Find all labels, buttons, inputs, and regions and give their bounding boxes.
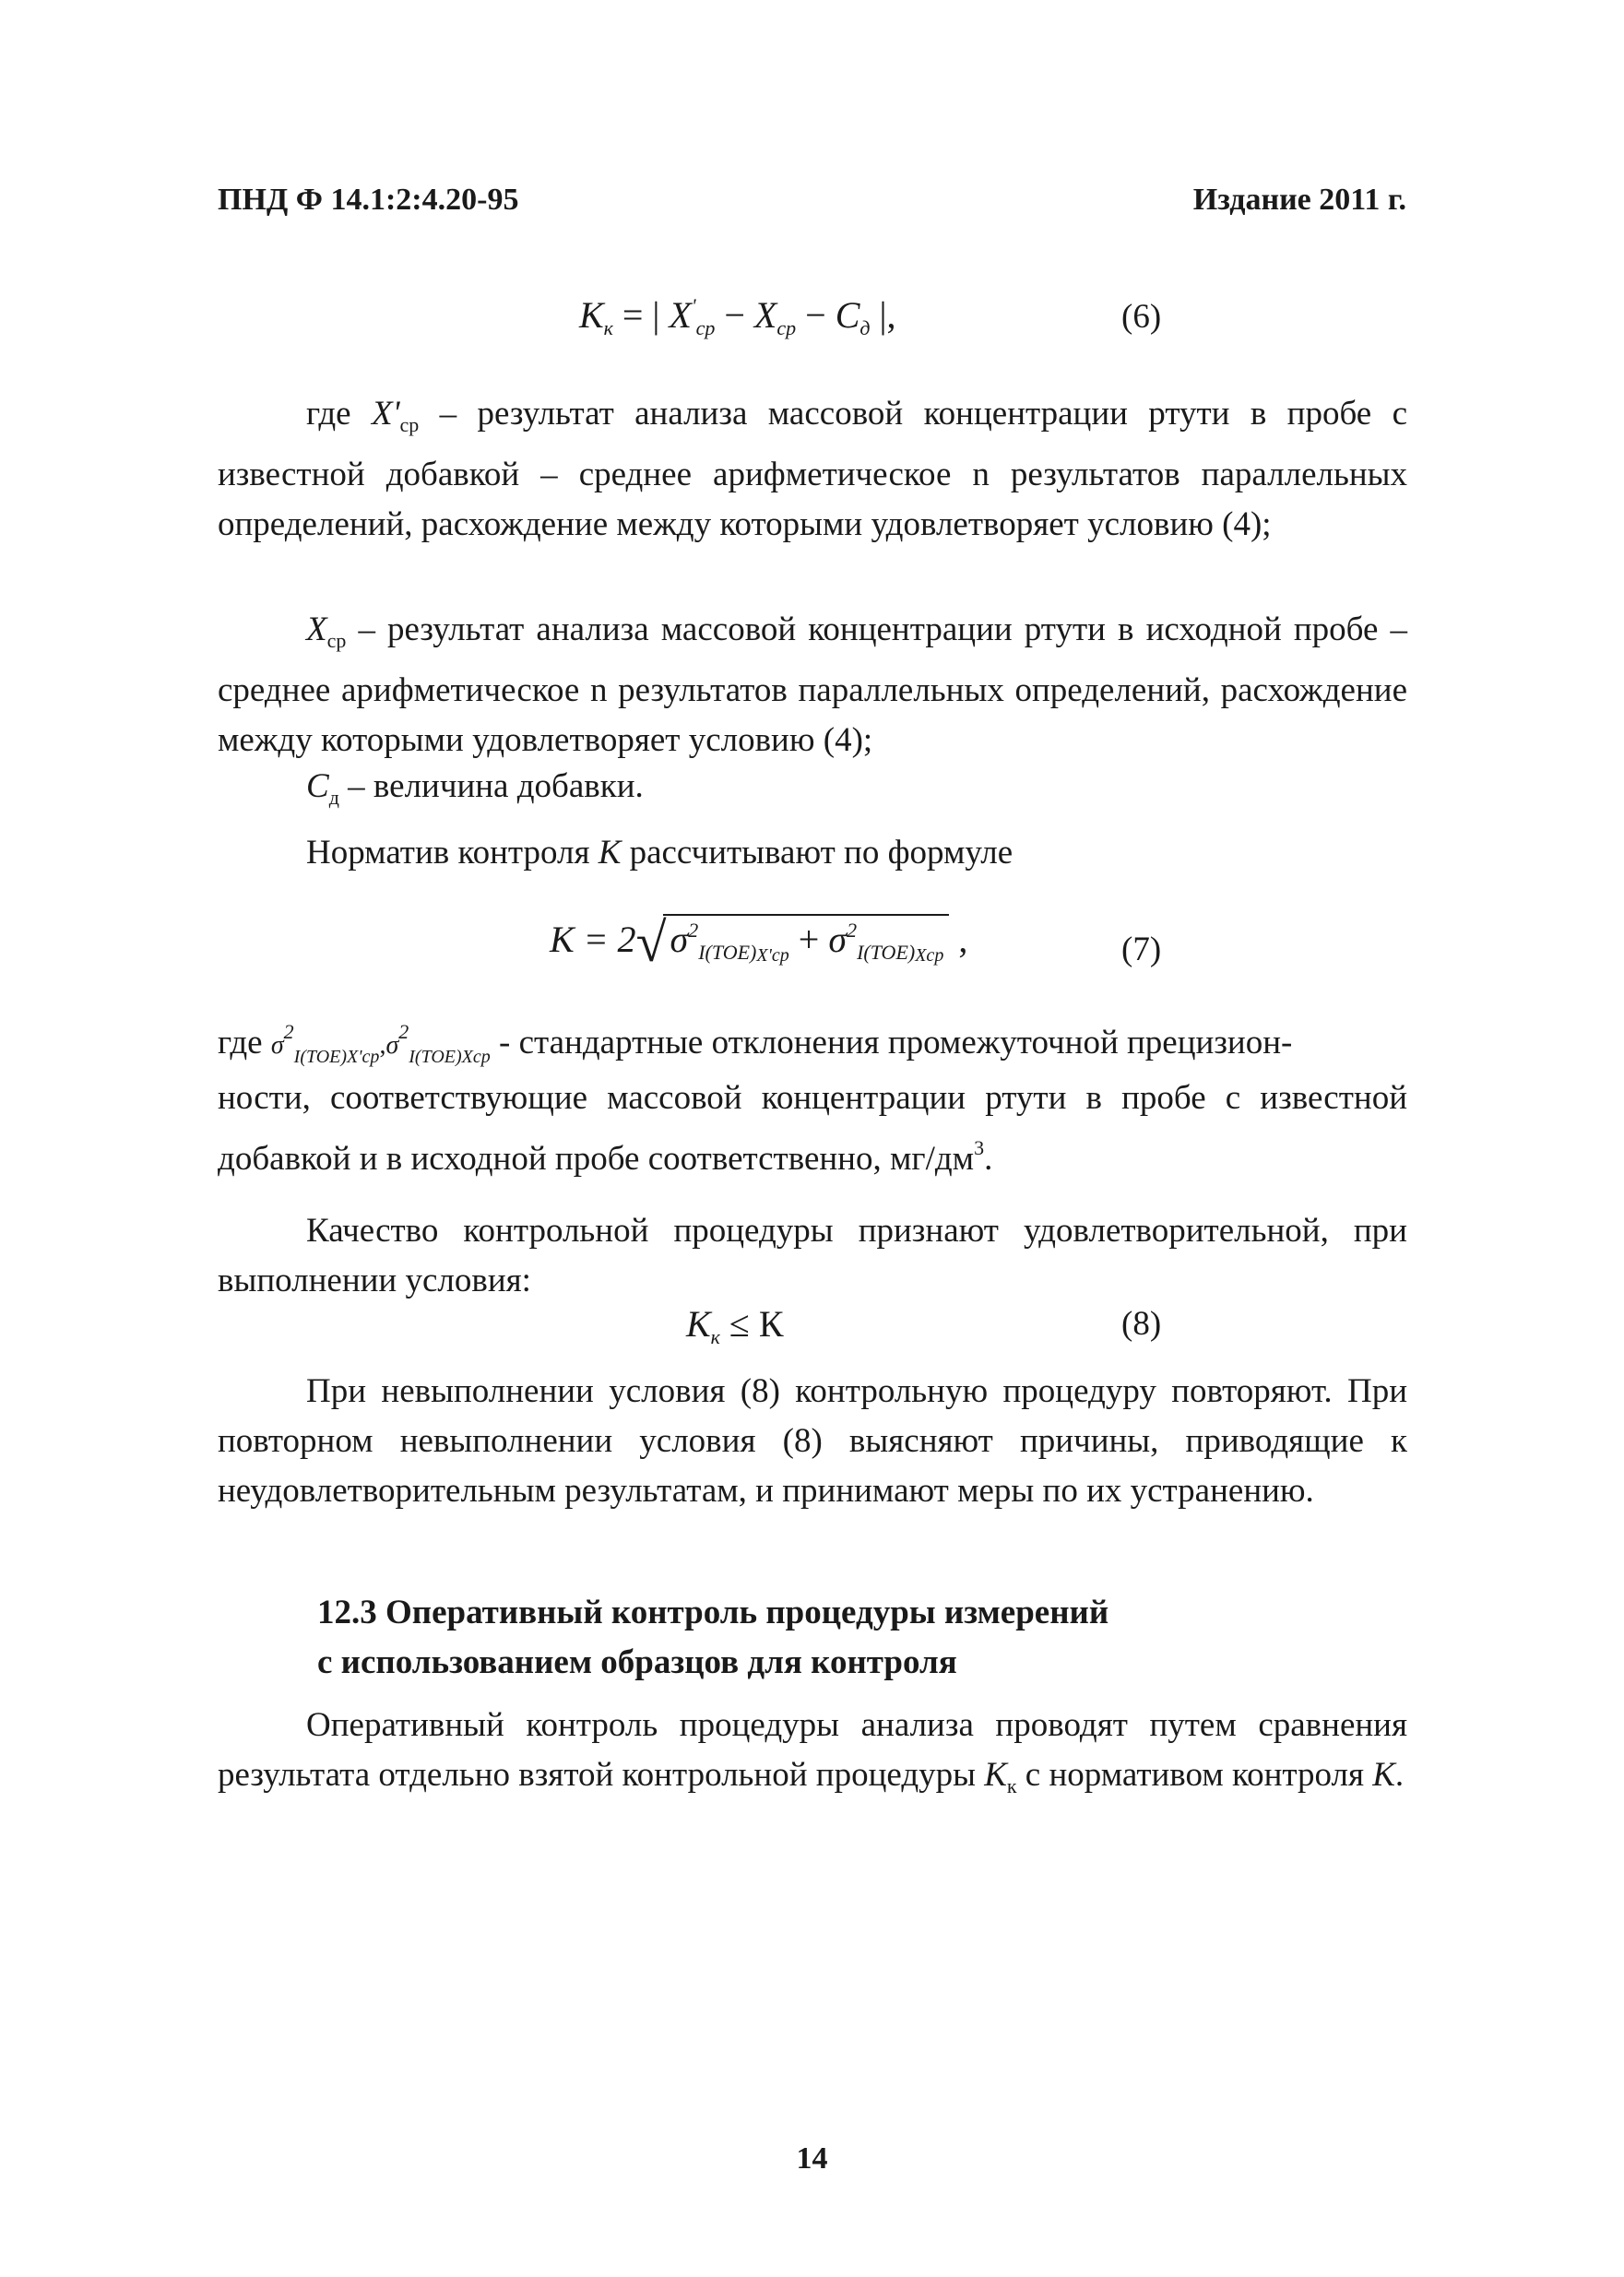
formula-6-minus2: −: [805, 294, 826, 336]
formula-6-lhs-sub: к: [603, 316, 613, 339]
sqrt-icon: √: [635, 912, 667, 973]
sigma-1-sup: 2: [283, 1020, 294, 1043]
sigma-1-sub: I(TOE)X'ср: [293, 1047, 380, 1067]
formula-7-term1-sub: I(TOE): [698, 941, 757, 964]
section-heading-line-2: с использованием образцов для контроля: [317, 1643, 957, 1681]
unit-superscript: 3: [974, 1136, 985, 1159]
paragraph-text: – результат анализа массовой концентрации ртути в пробе с известной добавкой – среднее арифметическое n результатов параллельных определений, расхождение между которыми удовлетворяет условию (4);: [218, 395, 1408, 543]
section-heading-line-1: 12.3 Оперативный контроль процедуры измерений: [317, 1594, 1109, 1631]
equation-number-7: (7): [1121, 931, 1162, 968]
sigma-comma: ,: [379, 1031, 386, 1060]
formula-6-c-sub: д: [859, 316, 871, 339]
sigma-2-sub: I(TOE)Xср: [409, 1047, 491, 1067]
paragraph-text: .: [1394, 1756, 1405, 1794]
page-number: 14: [796, 2141, 828, 2176]
symbol-x-avg: X: [306, 611, 327, 648]
formula-6-eq: = |: [622, 294, 660, 336]
sigma-2: σ: [385, 1031, 399, 1060]
paragraph-text: – величина добавки.: [348, 767, 644, 805]
formula-6-x1-sub: ср: [695, 316, 716, 339]
formula-7-term2-sup: 2: [847, 919, 858, 942]
symbol-c-d: С: [306, 767, 329, 805]
symbol-c-d-sub: д: [328, 786, 339, 809]
symbol-k-k-sub: к: [1006, 1774, 1017, 1797]
paragraph-text: ности, соответствующие массовой концентрации ртути в пробе с известной добавкой и в исходной пробе соответственно, мг/дм: [218, 1079, 1407, 1178]
formula-7-term1-subsub: X'ср: [756, 945, 789, 966]
formula-6-x2-sub: ср: [776, 316, 797, 339]
formula-6-minus1: −: [724, 294, 745, 336]
equation-number-6: (6): [1121, 298, 1162, 336]
formula-6-lhs: К: [579, 294, 604, 336]
paragraph-norm-intro: [218, 828, 1407, 878]
formula-7-term2-sub: I(TOE): [857, 941, 916, 964]
symbol-k: К: [598, 834, 622, 872]
paragraph-text: с нормативом контроля: [1025, 1756, 1364, 1794]
paragraph-text: рассчитывают по формуле: [629, 834, 1014, 872]
formula-7-term1: σ: [670, 919, 689, 960]
symbol-x-avg-sub: ср: [326, 629, 347, 652]
formula-6-end: |,: [879, 294, 896, 336]
section-heading: [317, 1588, 1332, 1688]
formula-6-x1: X: [669, 294, 692, 336]
where-label: где: [306, 395, 351, 433]
formula-7-end: ,: [958, 919, 968, 960]
paragraph-text: Качество контрольной процедуры признают удовлетворительной, при выполнении условия:: [218, 1212, 1407, 1299]
document-code: ПНД Ф 14.1:2:4.20-95: [218, 183, 519, 217]
paragraph-sigma-def: [218, 1007, 1407, 1082]
formula-7-plus: +: [798, 919, 820, 960]
formula-6-x1-sup: ': [691, 294, 696, 317]
paragraph-where-x-prime: [218, 389, 1407, 550]
formula-8-op: ≤ К: [729, 1303, 784, 1345]
formula-6-x2: X: [753, 294, 777, 336]
sigma-symbols: [270, 1020, 491, 1067]
formula-7-term1-sup: 2: [688, 919, 699, 942]
paragraph-quality: [218, 1206, 1407, 1306]
formula-7-lhs: К = 2: [550, 919, 636, 960]
paragraph-text: Оперативный контроль процедуры анализа проводят путем сравнения результата отдельно взятой контрольной процедуры: [218, 1706, 1407, 1794]
symbol-x-prime: X': [371, 395, 400, 433]
paragraph-sigma-def-cont: [218, 1073, 1407, 1184]
formula-8-lhs-sub: к: [710, 1325, 720, 1348]
formula-8: [686, 1302, 784, 1349]
formula-8-lhs: К: [686, 1303, 711, 1345]
paragraph-operative-control: [218, 1701, 1407, 1811]
paragraph-failure: При невыполнении условия (8) контрольную процедуру повторяют. При повторном невыполнении условия (8) выясняют причины, приводящие к неудовлетворительным результатам, и принимают меры по их устранению.: [218, 1372, 1407, 1510]
symbol-k: К: [1372, 1756, 1395, 1794]
edition-label: Издание 2011 г.: [1192, 183, 1406, 217]
formula-7-term2: σ: [828, 919, 848, 960]
paragraph-text: - стандартные отклонения промежуточной прецизион-: [499, 1024, 1293, 1061]
sigma-2-sup: 2: [398, 1020, 409, 1043]
formula-7: [550, 911, 967, 975]
formula-6: [579, 293, 896, 340]
paragraph-text: – результат анализа массовой концентрации ртути в исходной пробе – среднее арифметическое n результатов параллельных определений, расхождение между которыми удовлетворяет условию (4);: [218, 611, 1407, 759]
paragraph-c-d: [218, 762, 1407, 823]
paragraph-text: .: [984, 1140, 993, 1178]
formula-7-radicand: [663, 914, 950, 967]
formula-7-term2-subsub: Xср: [915, 945, 944, 966]
symbol-x-prime-sub: ср: [399, 413, 420, 436]
symbol-k-k: К: [984, 1756, 1007, 1794]
where-label: где: [218, 1024, 263, 1061]
sigma-1: σ: [270, 1031, 284, 1060]
paragraph-text: Норматив контроля: [306, 834, 590, 872]
formula-6-c: C: [835, 294, 860, 336]
equation-number-8: (8): [1121, 1305, 1162, 1343]
paragraph-x-avg: [218, 605, 1407, 765]
